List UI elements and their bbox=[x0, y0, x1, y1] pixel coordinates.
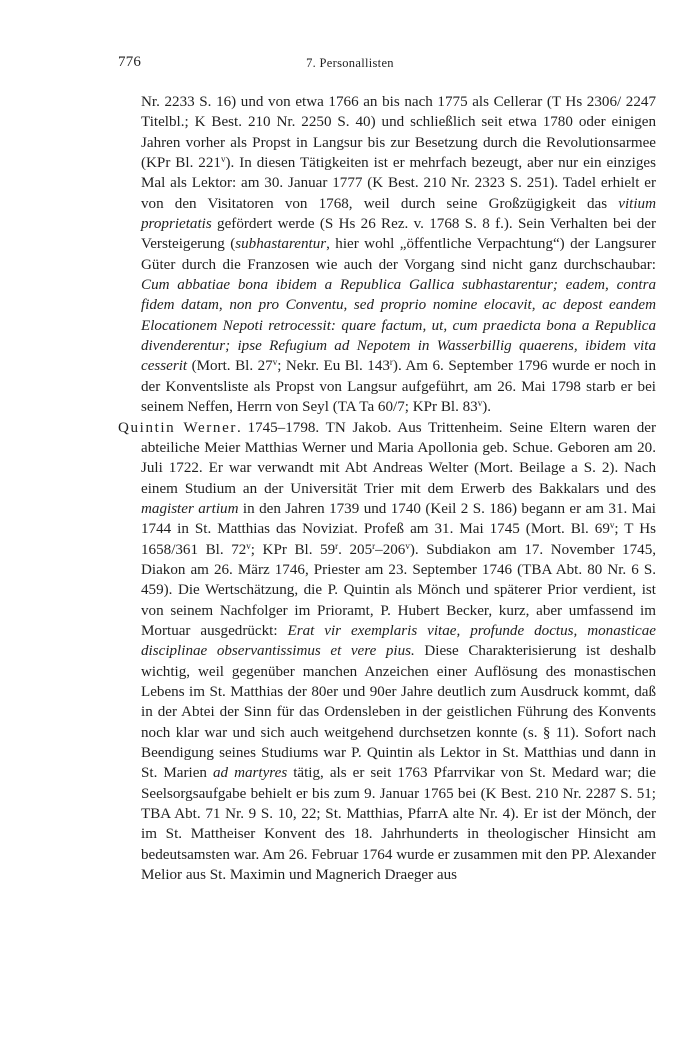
entry-paragraph bbox=[118, 418, 656, 886]
superscript: r bbox=[389, 357, 393, 368]
text-run: , hier wohl „öffentliche Verpachtung“) der Langsurer Güter durch die Franzosen wie auch der Vorgang sind nicht ganz durchschaubar: bbox=[141, 236, 656, 273]
superscript: r bbox=[335, 540, 339, 551]
superscript: v bbox=[246, 540, 251, 551]
text-run: ). bbox=[482, 399, 492, 416]
latin-quotation: Cum abbatiae bona ibidem a Republica Gallica subhastarentur; eadem, contra fidem datam, non pro Conventu, sed proprio nomine elocavit, ac depost eandem Elocationem Nepoti retrocessit: quare factum, ut, cum praedicta bona a Republica divenderentur; ipse Refugium ad Nepotem in Wasserbillig quaerens, ibidem vita cesserit bbox=[141, 277, 656, 375]
text-run: . 1745–1798. TN Jakob. Aus Trittenheim. Seine Eltern waren der abteiliche Meier Matthias Werner und Maria Apollonia geb. Schue. Geboren am 20. Juli 1722. Er war verwandt mit Abt Andreas Welter (Mort. Beilage a S. 2). Nach einem Studium an der Universität Trier mit dem Erwerb des Bakkalars und des bbox=[141, 419, 656, 497]
running-head: 7. Personallisten bbox=[306, 56, 394, 70]
text-run: ; T Hs 1658/361 Bl. 72 bbox=[141, 521, 656, 558]
text-run: . 205 bbox=[338, 541, 373, 558]
entry-name: Quintin Werner bbox=[118, 419, 237, 436]
text-run: –206 bbox=[375, 541, 406, 558]
superscript: v bbox=[477, 398, 483, 409]
text-run: ; Nekr. Eu Bl. 143 bbox=[277, 358, 390, 375]
text-run: (Mort. Bl. 27 bbox=[187, 358, 273, 375]
latin-quotation: Erat vir exemplaris vitae, profunde doctus, monasticae disciplinae observantissimus et vere pius. bbox=[141, 622, 656, 660]
superscript: v bbox=[609, 520, 615, 531]
page-number: 776 bbox=[118, 54, 142, 70]
text-run: ). Am 6. September 1796 wurde er noch in der Konventsliste als Propst von Langsur aufgeführt, am 26. Mai 1798 starb er bei seinem Neffen, Herrn von Seyl (TA Ta 60/7; KPr Bl. 83 bbox=[141, 358, 657, 416]
text-run: gefördert werde (S Hs 26 Rez. v. 1768 S. 8 f.). Sein Verhalten bei der Versteigerung ( bbox=[141, 216, 656, 253]
latin-term: subhastarentur bbox=[235, 236, 327, 253]
text-run: ). Subdiakon am 17. November 1745, Diakon am 26. März 1746, Priester am 23. September 1746 (TBA Abt. 80 Nr. 6 S. 459). Die Wertschätzung, die P. Quintin als Mönch und späterer Prior verdient, ist von seinem Nachfolger im Prioramt, P. Hubert Becker, kurz, aber umfassend im Mortuar ausgedrückt: bbox=[141, 541, 657, 639]
page-body bbox=[118, 92, 656, 885]
latin-term: vitium proprietatis bbox=[141, 195, 656, 233]
latin-term: magister artium bbox=[141, 500, 239, 517]
text-run: Diese Charakterisierung ist deshalb wichtig, weil gegenüber manchen Anzeichen einer Auflösung des monastischen Lebens im St. Matthias der 80er und 90er Jahre deutlich zum Ausdruck kommt, daß in der Abtei der Sinn für das Ordensleben in der geistlichen Führung des Konvents noch klar war und sich auch weitgehend durchsetzen konnte (s. § 11). Sofort nach Beendigung seines Studiums war P. Quintin als Lektor in St. Matthias und dann in St. Marien bbox=[141, 643, 656, 782]
text-run: Nr. 2233 S. 16) und von etwa 1766 an bis nach 1775 als Cellerar (T Hs 2306/ 2247 Titelbl.; K Best. 210 Nr. 2250 S. 40) und schließlich seit etwa 1780 oder einigen Jahren vorher als Propst in Langsur bis zur Besetzung durch die Revolutionsarmee (KPr Bl. 221 bbox=[141, 94, 656, 172]
superscript: v bbox=[405, 540, 410, 551]
entry-continuation-paragraph bbox=[118, 92, 656, 418]
text-run: tätig, als er seit 1763 Pfarrvikar von St. Medard war; die Seelsorgsaufgabe behielt er bis zum 9. Januar 1765 bei (K Best. 210 Nr. 2287 S. 51; TBA Abt. 71 Nr. 9 S. 10, 22; St. Matthias, PfarrA alte Nr. 4). Er ist der Mönch, der im St. Mattheiser Konvent des 18. Jahrhunderts in theologischer Hinsicht am bedeutsamsten war. Am 26. Februar 1764 wurde er zusammen mit den PP. Alexander Melior aus St. Maximin und Magnerich Draeger aus bbox=[141, 765, 657, 884]
superscript: r bbox=[372, 540, 376, 551]
superscript: v bbox=[272, 357, 278, 368]
text-run: ; KPr Bl. 59 bbox=[250, 541, 336, 558]
text-run: ). In diesen Tätigkeiten ist er mehrfach bezeugt, aber nur ein einziges Mal als Lektor: am 30. Januar 1777 (K Best. 210 Nr. 2323 S. 251). Tadel erhielt er von den Visitatoren von 1768, weil durch seine Großzügigkeit das bbox=[141, 155, 656, 212]
text-run: in den Jahren 1739 und 1740 (Keil 2 S. 186) begann er am 31. Mai 1744 in St. Matthias das Noviziat. Profeß am 31. Mai 1745 (Mort. Bl. 69 bbox=[141, 500, 656, 538]
latin-term: ad martyres bbox=[212, 765, 288, 782]
superscript: v bbox=[220, 154, 226, 165]
